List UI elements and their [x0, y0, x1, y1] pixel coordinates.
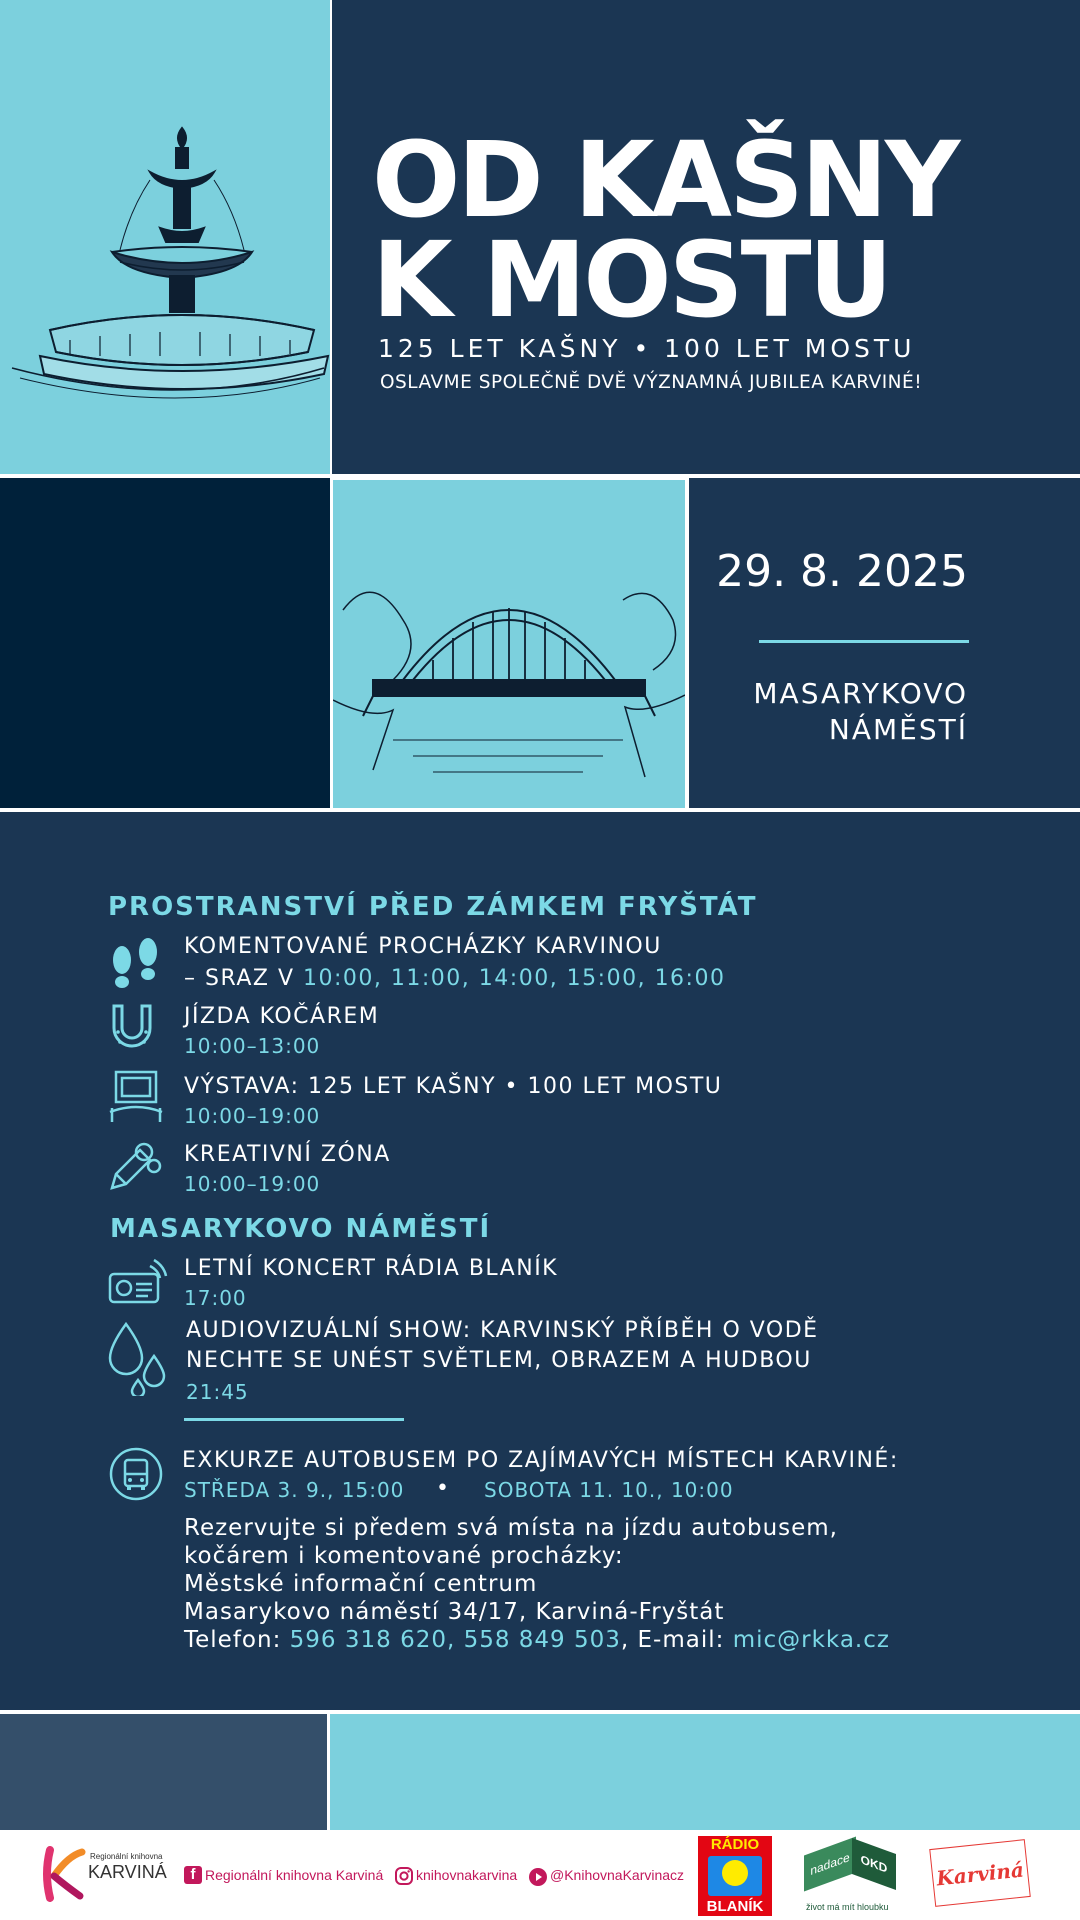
youtube-icon[interactable]	[528, 1868, 548, 1886]
title-line-1: OD KAŠNY	[372, 119, 958, 241]
carriage-title: JÍZDA KOČÁREM	[184, 1004, 380, 1029]
event-place	[753, 676, 968, 748]
facebook-icon[interactable]: f	[184, 1866, 202, 1884]
phone-label: Telefon:	[184, 1627, 290, 1653]
karvina-city-logo	[929, 1839, 1031, 1907]
reservation-info	[184, 1514, 890, 1654]
library-small-text: Regionální knihovna	[90, 1852, 163, 1861]
bus-date-1: STŘEDA 3. 9., 15:00	[184, 1478, 405, 1502]
fountain-panel	[0, 0, 330, 474]
radio-logo-top: RÁDIO	[710, 1836, 760, 1853]
concert-time: 17:00	[184, 1286, 247, 1310]
footprints-icon	[106, 936, 166, 996]
show-time: 21:45	[186, 1380, 249, 1404]
bus-title: EXKURZE AUTOBUSEM PO ZAJÍMAVÝCH MÍSTECH KARVINÉ:	[182, 1448, 899, 1473]
title-line-2: K MOSTU	[372, 219, 890, 341]
subtitle: 125 LET KAŠNY • 100 LET MOSTU	[378, 334, 916, 363]
bridge-panel	[333, 480, 685, 808]
exhibition-title: VÝSTAVA: 125 LET KAŠNY • 100 LET MOSTU	[184, 1074, 723, 1099]
place-line-2: NÁMĚSTÍ	[828, 713, 968, 746]
youtube-link[interactable]: @KnihovnaKarvinacz	[550, 1867, 685, 1883]
creative-time: 10:00–19:00	[184, 1172, 321, 1196]
library-big-text: KARVINÁ	[88, 1862, 167, 1882]
creative-title: KREATIVNÍ ZÓNA	[184, 1142, 391, 1167]
info-line-1: Rezervujte si předem svá místa na jízdu autobusem,	[184, 1515, 838, 1541]
fountain-illustration	[0, 0, 330, 474]
radio-blanik-logo	[698, 1836, 772, 1916]
exhibition-icon	[106, 1068, 166, 1124]
okd-right-part: OKD	[852, 1838, 896, 1890]
program-divider	[184, 1418, 404, 1421]
instagram-icon[interactable]	[394, 1866, 414, 1886]
exhibition-time: 10:00–19:00	[184, 1104, 321, 1128]
program-panel	[0, 812, 1080, 1710]
footer-slate-block	[0, 1714, 327, 1830]
info-line-3: Městské informační centrum	[184, 1571, 538, 1597]
date-divider	[759, 640, 969, 643]
logo-bar	[0, 1830, 1080, 1920]
walks-times: 10:00, 11:00, 14:00, 15:00, 16:00	[303, 966, 726, 991]
water-drops-icon	[106, 1320, 168, 1396]
facebook-link[interactable]: Regionální knihovna Karviná	[205, 1867, 384, 1883]
carriage-time: 10:00–13:00	[184, 1034, 321, 1058]
date-panel	[689, 478, 1080, 808]
city-logo-text: Karviná	[935, 1857, 1025, 1891]
walks-schedule	[184, 966, 725, 991]
okd-tagline: život má mít hloubku	[806, 1902, 889, 1912]
radio-logo-bottom: BLANÍK	[706, 1898, 764, 1915]
instagram-link[interactable]: knihovnakarvina	[416, 1867, 518, 1883]
bridge-illustration	[333, 480, 685, 808]
bus-date-separator: •	[436, 1476, 451, 1501]
section-title-square: MASARYKOVO NÁMĚSTÍ	[110, 1214, 492, 1244]
info-line-4: Masarykovo náměstí 34/17, Karviná-Fryštát	[184, 1599, 725, 1625]
okd-left-part: nadace	[804, 1837, 856, 1892]
email-link[interactable]: mic@rkka.cz	[732, 1627, 890, 1653]
library-k-logo-icon	[40, 1846, 86, 1902]
tagline: OSLAVME SPOLEČNĚ DVĚ VÝZNAMNÁ JUBILEA KARVINÉ!	[380, 372, 923, 393]
show-line-2: NECHTE SE UNÉST SVĚTLEM, OBRAZEM A HUDBOU	[186, 1348, 812, 1373]
title-panel	[332, 0, 1080, 474]
email-label: , E-mail:	[620, 1627, 733, 1653]
concert-title: LETNÍ KONCERT RÁDIA BLANÍK	[184, 1256, 559, 1281]
show-line-1: AUDIOVIZUÁLNÍ SHOW: KARVINSKÝ PŘÍBĚH O VODĚ	[186, 1318, 819, 1343]
creative-pencil-icon	[106, 1138, 164, 1194]
radio-sun-icon	[708, 1856, 762, 1896]
place-line-1: MASARYKOVO	[753, 677, 968, 710]
footer-cyan-block	[330, 1714, 1080, 1830]
horseshoe-icon	[106, 1002, 158, 1058]
phone-numbers[interactable]: 596 318 620, 558 849 503	[289, 1627, 621, 1653]
info-line-2: kočárem i komentované procházky:	[184, 1543, 624, 1569]
walks-prefix: – SRAZ V	[184, 966, 304, 991]
bus-date-2: SOBOTA 11. 10., 10:00	[484, 1478, 734, 1502]
section-title-castle: PROSTRANSTVÍ PŘED ZÁMKEM FRYŠTÁT	[108, 892, 758, 922]
info-contact-line	[184, 1626, 890, 1654]
bus-icon	[108, 1446, 164, 1502]
nadace-okd-logo	[800, 1842, 900, 1892]
event-date: 29. 8. 2025	[716, 546, 968, 597]
dark-panel	[0, 478, 330, 808]
radio-icon	[106, 1256, 168, 1306]
walks-title: KOMENTOVANÉ PROCHÁZKY KARVINOU	[184, 934, 662, 959]
